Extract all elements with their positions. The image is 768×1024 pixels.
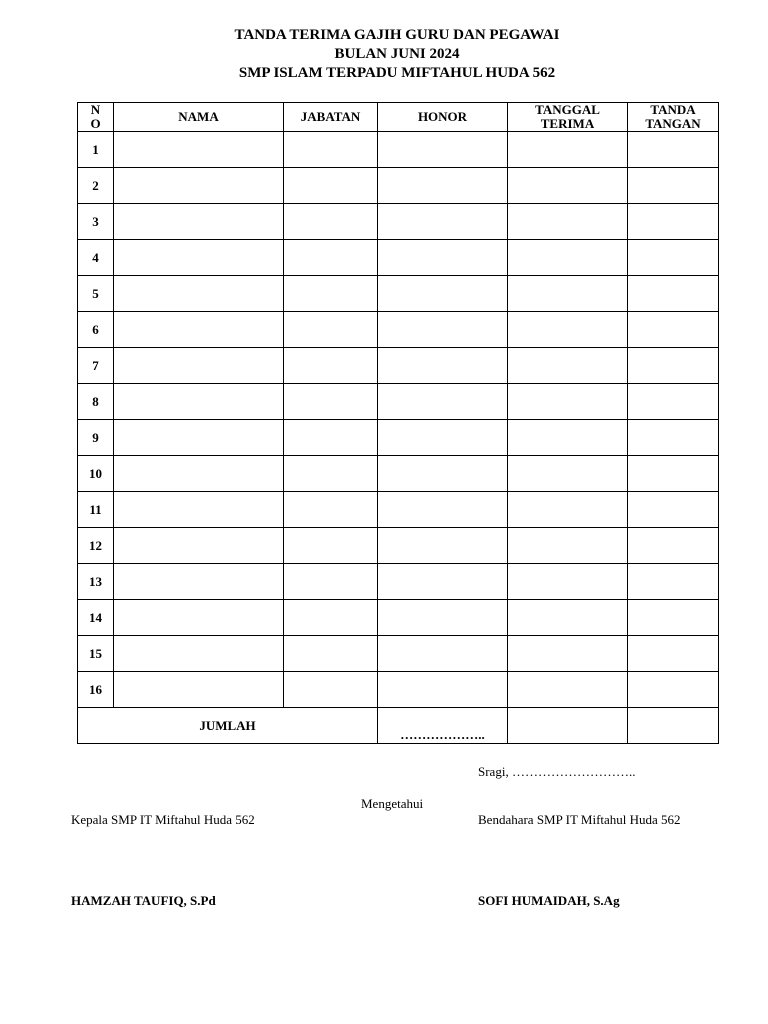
cell-tanda-tangan — [628, 636, 719, 672]
table-row — [78, 564, 719, 600]
column-header-tanggal-terima: TANGGAL TERIMA — [508, 103, 628, 132]
row-number: 3 — [78, 204, 114, 240]
cell-honor — [378, 672, 508, 708]
row-number: 13 — [78, 564, 114, 600]
total-tanda-cell — [628, 708, 719, 744]
cell-honor — [378, 456, 508, 492]
cell-honor — [378, 384, 508, 420]
cell-tanda-tangan — [628, 168, 719, 204]
cell-tanda-tangan — [628, 276, 719, 312]
cell-tanggal-terima — [508, 276, 628, 312]
treasurer-title: Bendahara SMP IT Miftahul Huda 562 — [478, 812, 681, 827]
cell-nama — [114, 564, 284, 600]
cell-jabatan — [284, 492, 378, 528]
column-header-nama: NAMA — [114, 103, 284, 132]
table-body — [78, 132, 719, 708]
cell-tanggal-terima — [508, 672, 628, 708]
cell-tanggal-terima — [508, 204, 628, 240]
row-number: 10 — [78, 456, 114, 492]
cell-nama — [114, 348, 284, 384]
table-row — [78, 528, 719, 564]
cell-jabatan — [284, 312, 378, 348]
table-row — [78, 240, 719, 276]
cell-nama — [114, 312, 284, 348]
table-row — [78, 492, 719, 528]
cell-honor — [378, 564, 508, 600]
row-number: 8 — [78, 384, 114, 420]
total-tanggal-cell — [508, 708, 628, 744]
cell-nama — [114, 636, 284, 672]
cell-honor — [378, 240, 508, 276]
cell-honor — [378, 168, 508, 204]
cell-jabatan — [284, 132, 378, 168]
cell-tanggal-terima — [508, 168, 628, 204]
cell-tanda-tangan — [628, 456, 719, 492]
cell-tanggal-terima — [508, 420, 628, 456]
place-date: Sragi, ……………………….. — [478, 764, 636, 779]
cell-jabatan — [284, 420, 378, 456]
table-row — [78, 672, 719, 708]
total-label: JUMLAH — [78, 708, 378, 744]
table-header-row — [78, 103, 719, 132]
cell-tanggal-terima — [508, 312, 628, 348]
cell-tanggal-terima — [508, 528, 628, 564]
cell-tanggal-terima — [508, 492, 628, 528]
cell-nama — [114, 132, 284, 168]
document-title: TANDA TERIMA GAJIH GURU DAN PEGAWAI — [234, 27, 560, 43]
cell-honor — [378, 600, 508, 636]
cell-tanda-tangan — [628, 492, 719, 528]
cell-honor — [378, 312, 508, 348]
total-row — [78, 708, 719, 744]
row-number: 14 — [78, 600, 114, 636]
cell-nama — [114, 456, 284, 492]
cell-jabatan — [284, 168, 378, 204]
cell-honor — [378, 276, 508, 312]
principal-title: Kepala SMP IT Miftahul Huda 562 — [71, 812, 255, 827]
cell-jabatan — [284, 636, 378, 672]
salary-receipt-table — [77, 102, 719, 744]
cell-nama — [114, 600, 284, 636]
cell-jabatan — [284, 672, 378, 708]
row-number: 16 — [78, 672, 114, 708]
row-number: 12 — [78, 528, 114, 564]
document-period: BULAN JUNI 2024 — [334, 46, 460, 62]
document-header — [0, 26, 768, 83]
column-header-no: N O — [78, 103, 114, 132]
cell-nama — [114, 240, 284, 276]
row-number: 2 — [78, 168, 114, 204]
row-number: 5 — [78, 276, 114, 312]
table-row — [78, 132, 719, 168]
cell-tanggal-terima — [508, 564, 628, 600]
cell-tanda-tangan — [628, 348, 719, 384]
cell-honor — [378, 204, 508, 240]
column-header-honor: HONOR — [378, 103, 508, 132]
table-row — [78, 420, 719, 456]
cell-nama — [114, 204, 284, 240]
school-name: SMP ISLAM TERPADU MIFTAHUL HUDA 562 — [238, 65, 556, 81]
table-row — [78, 312, 719, 348]
row-number: 7 — [78, 348, 114, 384]
cell-jabatan — [284, 384, 378, 420]
table-row — [78, 600, 719, 636]
treasurer-name: SOFI HUMAIDAH, S.Ag — [478, 893, 620, 908]
cell-jabatan — [284, 456, 378, 492]
cell-nama — [114, 528, 284, 564]
cell-nama — [114, 276, 284, 312]
total-honor-cell — [378, 708, 508, 744]
acknowledged-label: Mengetahui — [361, 796, 424, 811]
table-row — [78, 456, 719, 492]
cell-honor — [378, 348, 508, 384]
cell-tanggal-terima — [508, 384, 628, 420]
cell-tanda-tangan — [628, 564, 719, 600]
row-number: 11 — [78, 492, 114, 528]
cell-honor — [378, 492, 508, 528]
cell-tanda-tangan — [628, 672, 719, 708]
cell-tanggal-terima — [508, 456, 628, 492]
total-honor-value: ……………….. — [400, 727, 485, 742]
cell-jabatan — [284, 240, 378, 276]
cell-tanggal-terima — [508, 348, 628, 384]
cell-honor — [378, 420, 508, 456]
table-row — [78, 384, 719, 420]
cell-honor — [378, 528, 508, 564]
table-row — [78, 348, 719, 384]
cell-jabatan — [284, 564, 378, 600]
row-number: 6 — [78, 312, 114, 348]
cell-honor — [378, 132, 508, 168]
cell-nama — [114, 384, 284, 420]
row-number: 9 — [78, 420, 114, 456]
cell-nama — [114, 420, 284, 456]
table-row — [78, 204, 719, 240]
cell-nama — [114, 672, 284, 708]
cell-jabatan — [284, 600, 378, 636]
cell-tanggal-terima — [508, 600, 628, 636]
cell-nama — [114, 492, 284, 528]
cell-tanda-tangan — [628, 384, 719, 420]
table-row — [78, 168, 719, 204]
column-header-tanda-tangan: TANDA TANGAN — [628, 103, 719, 132]
cell-tanda-tangan — [628, 132, 719, 168]
row-number: 4 — [78, 240, 114, 276]
cell-tanda-tangan — [628, 240, 719, 276]
cell-tanda-tangan — [628, 600, 719, 636]
cell-honor — [378, 636, 508, 672]
cell-tanggal-terima — [508, 132, 628, 168]
cell-tanda-tangan — [628, 420, 719, 456]
column-header-jabatan: JABATAN — [284, 103, 378, 132]
principal-name: HAMZAH TAUFIQ, S.Pd — [71, 893, 216, 908]
cell-tanda-tangan — [628, 312, 719, 348]
cell-tanda-tangan — [628, 528, 719, 564]
cell-jabatan — [284, 204, 378, 240]
cell-tanggal-terima — [508, 240, 628, 276]
table-row — [78, 276, 719, 312]
row-number: 15 — [78, 636, 114, 672]
cell-jabatan — [284, 348, 378, 384]
cell-tanggal-terima — [508, 636, 628, 672]
cell-jabatan — [284, 276, 378, 312]
row-number: 1 — [78, 132, 114, 168]
cell-tanda-tangan — [628, 204, 719, 240]
cell-jabatan — [284, 528, 378, 564]
cell-nama — [114, 168, 284, 204]
table-row — [78, 636, 719, 672]
